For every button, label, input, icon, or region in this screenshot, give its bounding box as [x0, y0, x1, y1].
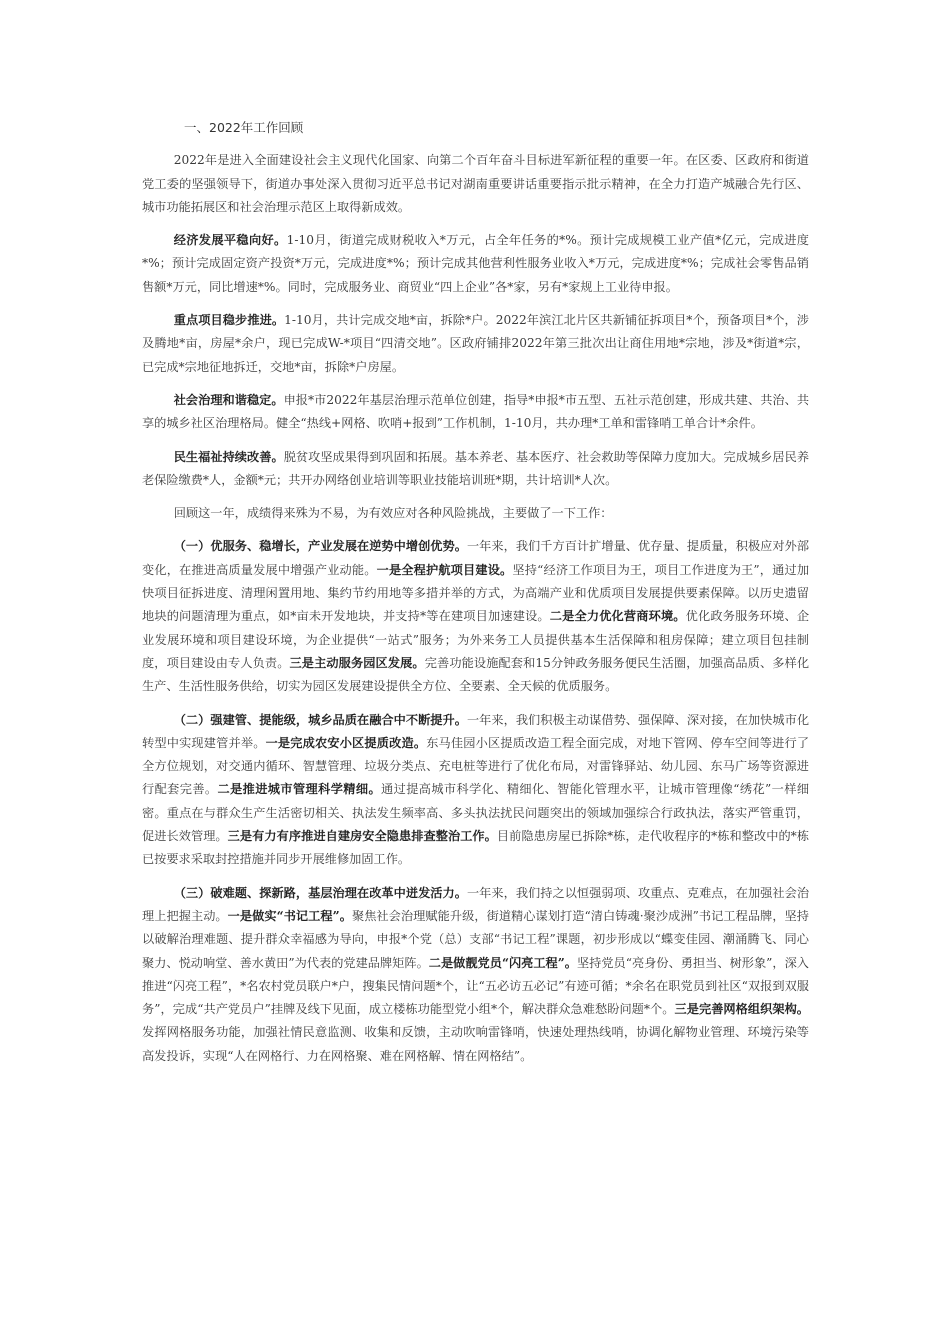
bold-lead-phrase: 重点项目稳步推进。 — [173, 313, 285, 328]
bold-lead-phrase: 二是做靓党员“闪亮工程”。 — [428, 955, 577, 970]
paragraph-text: 申报*市2022年基层治理示范单位创建，指导*申报*市五型、五社示范创建，形成共建、共治、共享的城乡社区治理格局。健全“热线+网格、吹哨+报到”工作机制，1-10月，共办理*工单和雷锋哨工单合计*余件。 — [142, 392, 810, 431]
paragraph — [142, 446, 809, 493]
paragraph-text: 1-10月，街道完成财税收入*万元，占全年任务的*%。预计完成规模工业产值*亿元，完成进度*%；预计完成固定资产投资*万元，完成进度*%；预计完成其他营利性服务业收入*万元，完成进度*%；完成社会零售品销售额*万元，同比增速*%。同时，完成服务业、商贸业“四上企业”各*家，另有*家规上工业待申报。 — [142, 233, 809, 294]
paragraph-text: 发挥网格服务功能，加强社情民意监测、收集和反馈，主动吹响雷锋哨，快速处理热线哨，协调化解物业管理、环境污染等高发投诉，实现“人在网格行、力在网格聚、难在网格解、情在网格结”。 — [142, 1025, 809, 1063]
paragraph-text: 1-10月，共计完成交地*亩，拆除*户。2022年滨江北片区共新铺征拆项目*个，预备项目*个，涉及腾地*亩，房屋*余户，现已完成W-*项目“四清交地”。区政府铺排2022年第三批次出让商住用地*宗地，涉及*街道*宗，已完成*宗地征地拆迁，交地*亩，拆除*户房屋。 — [142, 313, 809, 374]
section-heading: 一、2022年工作回顾 — [184, 120, 304, 135]
paragraph — [142, 229, 809, 299]
paragraph — [142, 535, 809, 698]
bold-lead-phrase: 社会治理和谐稳定。 — [173, 392, 284, 407]
paragraph-text: 目前隐患房屋已拆除*栋，走代收程序的*栋和整改中的*栋已按要求采取封控措施并同步开展维修加固工作。 — [142, 829, 810, 867]
bold-lead-phrase: 民生福祉持续改善。 — [173, 449, 284, 464]
bold-lead-phrase: 经济发展平稳向好。 — [173, 233, 287, 248]
paragraph — [142, 502, 809, 525]
paragraph — [142, 149, 809, 219]
bold-lead-phrase: 二是全力优化营商环境。 — [549, 609, 686, 624]
bold-lead-phrase: 一是完成农安小区提质改造。 — [265, 735, 427, 750]
bold-lead-phrase: 一是全程护航项目建设。 — [376, 562, 513, 577]
paragraph-text: 脱贫攻坚成果得到巩固和拓展。基本养老、基本医疗、社会救助等保障力度加大。完成城乡居民养老保险缴费*人，金额*元；共开办网络创业培训等职业技能培训班*期，共计培训*人次。 — [142, 449, 810, 487]
paragraph-text: 坚持“经济工作项目为王，项目工作进度为王”，通过加快项目征拆进度、清理闲置用地、集约节约用地等多措并举的方式，为高端产业和优质项目发展提供要素保障。以历史遗留地块的问题清理为重点，如*亩未开发地块，并支持*等在建项目加速建设。 — [142, 562, 810, 624]
paragraph-text: 2022年是进入全面建设社会主义现代化国家、向第二个百年奋斗目标进军新征程的重要一年。在区委、区政府和街道党工委的坚强领导下，街道办事处深入贯彻习近平总书记对湖南重要讲话重要指示批示精神，在全力打造产城融合先行区、城市功能拓展区和社会治理示范区上取得新成效。 — [142, 153, 809, 214]
paragraph-text: 一年来，我们千方百计扩增量、优存量、提质量，积极应对外部变化，在推进高质量发展中增强产业动能。 — [142, 539, 810, 577]
bold-lead-phrase: 三是完善网格组织架构。 — [674, 1002, 809, 1017]
paragraph-text: 聚焦社会治理赋能升级，街道精心谋划打造“清白铸魂·聚沙成洲”书记工程品牌，坚持以破解治理难题、提升群众幸福感为导向，申报*个党（总）支部“书记工程”课题，初步形成以“蝶变佳园、潮涌腾飞、同心聚力、悦动响堂、善水黄田”为代表的党建品牌矩阵。 — [142, 908, 809, 970]
paragraph — [142, 309, 809, 379]
bold-lead-phrase: （三）破难题、探新路，基层治理在改革中迸发活力。 — [173, 885, 467, 900]
bold-lead-phrase: 三是主动服务园区发展。 — [289, 655, 425, 670]
paragraph-text: 通过提高城市科学化、精细化、智能化管理水平，让城市管理像“绣花”一样细密。重点在与群众生产生活密切相关、执法发生频率高、多头执法扰民问题突出的领域加强综合行政执法，落实严管重罚，促进长效管理。 — [142, 782, 810, 844]
paragraph — [142, 709, 809, 872]
bold-lead-phrase: 二是推进城市管理科学精细。 — [217, 782, 382, 797]
paragraph-text: 一年来，我们持之以恒强弱项、攻重点、克难点，在加强社会治理上把握主动。 — [142, 885, 810, 923]
paragraph — [142, 389, 809, 436]
paragraph-text: 一年来，我们积极主动谋借势、强保障、深对接，在加快城市化转型中实现建管并举。 — [142, 712, 810, 750]
paragraph-text: 优化政务服务环境、企业发展环境和项目建设环境，为企业提供“一站式”服务；为外来务工人员提供基本生活保障和租房保障；建立项目包挂制度，项目建设由专人负责。 — [142, 609, 810, 670]
bold-lead-phrase: 三是有力有序推进自建房安全隐患排查整治工作。 — [227, 829, 497, 844]
paragraph-text: 坚持党员“亮身份、勇担当、树形象”，深入推进“闪亮工程”，*名农村党员联户*户，搜集民情问题*个，让“五必访五必记”有迹可循；*余名在职党员到社区“双报到双服务”，完成“共产党员户”挂牌及线下见面，成立楼栋功能型党小组*个，解决群众急难愁盼问题*个。 — [142, 955, 809, 1017]
bold-lead-phrase: 一是做实“书记工程”。 — [227, 908, 352, 923]
paragraph-text: 东马佳园小区提质改造工程全面完成，对地下管网、停车空间等进行了全方位规划，对交通内循环、智慧管理、垃圾分类点、充电桩等进行了优化布局，对雷锋驿站、幼儿园、东马广场等资源进行配套完善。 — [142, 735, 810, 797]
document-body — [142, 116, 809, 1078]
bold-lead-phrase: （二）强建管、提能级，城乡品质在融合中不断提升。 — [173, 712, 467, 727]
bold-lead-phrase: （一）优服务、稳增长，产业发展在逆势中增创优势。 — [173, 539, 467, 554]
paragraph-text: 回顾这一年，成绩得来殊为不易，为有效应对各种风险挑战，主要做了一下工作： — [173, 506, 613, 521]
paragraph-text: 完善功能设施配套和15分钟政务服务便民生活圈，加强高品质、多样化生产、生活性服务供给，切实为园区发展建设提供全方位、全要素、全天候的优质服务。 — [142, 655, 810, 694]
paragraph — [142, 882, 809, 1068]
